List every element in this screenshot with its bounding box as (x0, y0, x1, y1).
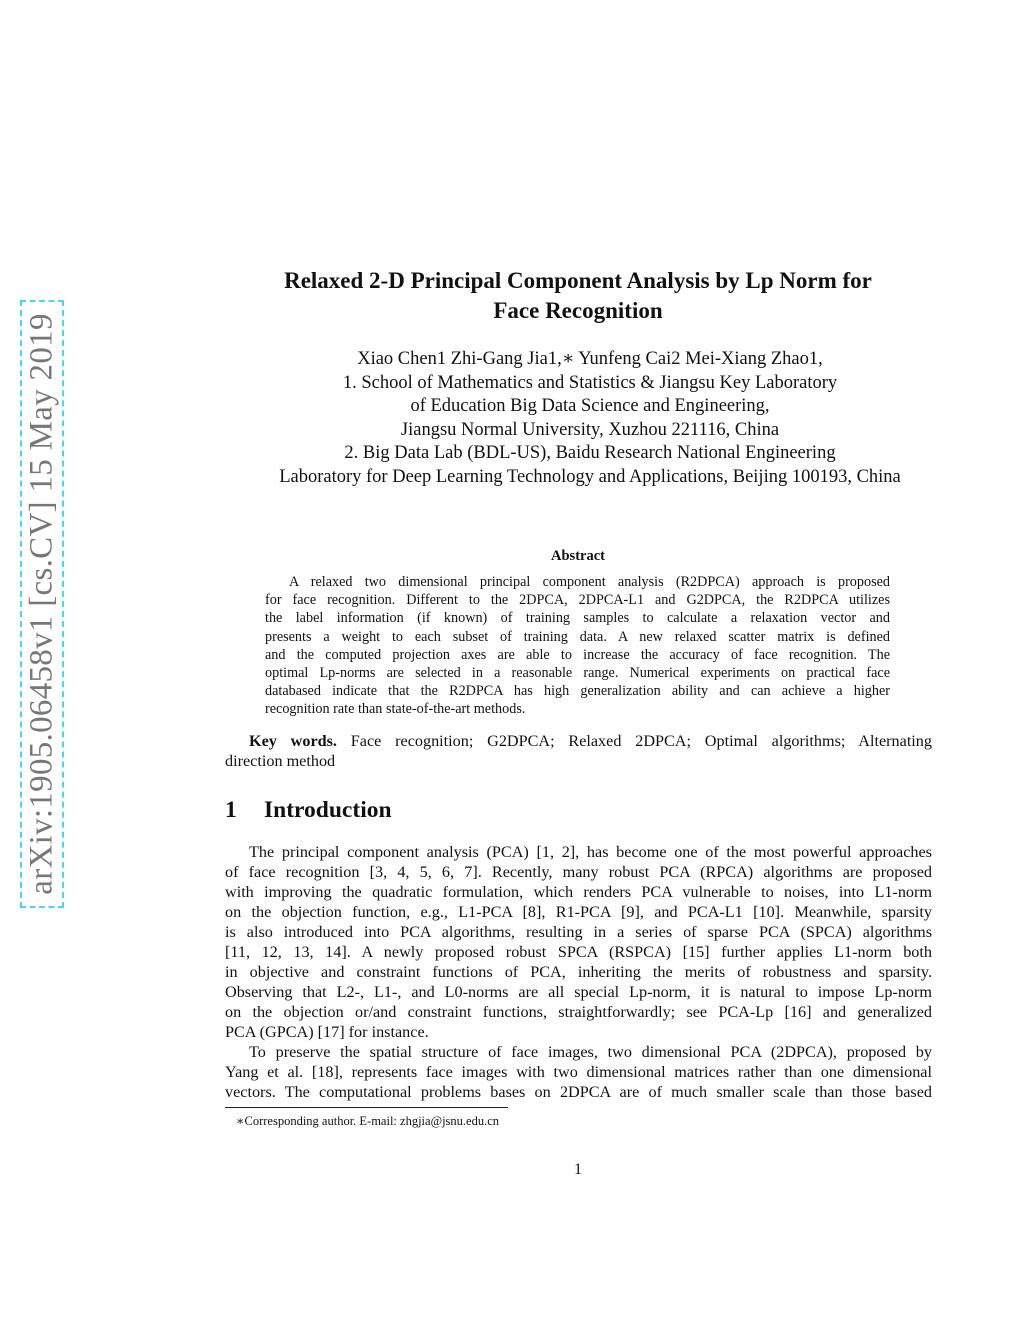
abstract-line: databased indicate that the R2DPCA has high generalization ability and can achieve a higher (265, 683, 890, 700)
body-line: of face recognition [3, 4, 5, 6, 7]. Recently, many robust PCA (RPCA) algorithms are proposed (225, 863, 932, 881)
abstract-line: optimal Lp-norms are selected in a reasonable range. Numerical experiments on practical face (265, 665, 890, 682)
body-line: on the objection function, e.g., L1-PCA [8], R1-PCA [9], and PCA-L1 [10]. Meanwhile, sparsity (225, 903, 932, 921)
author-names: Xiao Chen1 Zhi-Gang Jia1,∗ Yunfeng Cai2 Mei-Xiang Zhao1, (357, 349, 823, 369)
arxiv-stamp-text: arXiv:1905.06458v1 [cs.CV] 15 May 2019 (23, 313, 60, 895)
body-line: with improving the quadratic formulation, which renders PCA vulnerable to noises, into L1-norm (225, 883, 932, 901)
footnote-rule (225, 1107, 508, 1108)
abstract-line: and the computed projection axes are able to increase the accuracy of face recognition. The (265, 646, 890, 663)
abstract-body (265, 573, 890, 719)
body-line: on the objection or/and constraint functions, straightforwardly; see PCA-Lp [16] and generalized (225, 1003, 932, 1021)
section-title: Introduction (264, 797, 392, 823)
page-number: 1 (574, 1161, 582, 1178)
keywords-block (225, 731, 932, 771)
affiliation-line: 2. Big Data Lab (BDL-US), Baidu Research National Engineering (344, 443, 836, 463)
author-block (222, 348, 958, 489)
introduction-body (225, 842, 932, 1102)
body-line: in objective and constraint functions of PCA, inheriting the merits of robustness and sparsity. (225, 963, 932, 981)
body-line: Observing that L2-, L1-, and L0-norms are all special Lp-norm, it is natural to impose Lp-norm (225, 983, 932, 1001)
keywords-text-cont: direction method (225, 752, 336, 770)
affiliation-line: 1. School of Mathematics and Statistics & Jiangsu Key Laboratory (342, 372, 838, 393)
abstract-line: recognition rate than state-of-the-art methods. (265, 701, 526, 718)
abstract-line: for face recognition. Different to the 2DPCA, 2DPCA-L1 and G2DPCA, the R2DPCA utilizes (265, 592, 890, 609)
keywords-text: Face recognition; G2DPCA; Relaxed 2DPCA; Optimal algorithms; Alternating (350, 732, 932, 750)
section-number: 1 (225, 797, 237, 823)
body-line: To preserve the spatial structure of face images, two dimensional PCA (2DPCA), proposed by (249, 1043, 932, 1061)
abstract-heading: Abstract (551, 548, 605, 564)
body-line: PCA (GPCA) [17] for instance. (225, 1023, 429, 1041)
title-line-2: Face Recognition (493, 298, 663, 323)
section-heading (225, 797, 392, 824)
arxiv-stamp (20, 300, 64, 908)
footnote: ∗Corresponding author. E-mail: zhgjia@jsnu.edu.cn (236, 1114, 500, 1128)
affiliation-line: Jiangsu Normal University, Xuzhou 221116, China (400, 419, 780, 440)
body-line: Yang et al. [18], represents face images with two dimensional matrices rather than one dimensional (225, 1063, 932, 1081)
affiliation-line: of Education Big Data Science and Engineering, (410, 396, 770, 416)
paper-title (222, 266, 934, 326)
body-line: is also introduced into PCA algorithms, resulting in a series of sparse PCA (SPCA) algorithms (225, 923, 932, 941)
keywords-label: Key words. (249, 732, 337, 750)
abstract-line: presents a weight to each subset of training data. A new relaxed scatter matrix is defined (265, 628, 890, 645)
affiliation-line: Laboratory for Deep Learning Technology and Applications, Beijing 100193, China (279, 466, 901, 487)
body-line: [11, 12, 13, 14]. A newly proposed robust SPCA (RSPCA) [15] further applies L1-norm both (225, 943, 932, 961)
abstract-line: A relaxed two dimensional principal component analysis (R2DPCA) approach is proposed (289, 574, 890, 590)
abstract-line: the label information (if known) of training samples to calculate a relaxation vector and (265, 610, 890, 627)
body-line: vectors. The computational problems bases on 2DPCA are of much smaller scale than those based (225, 1083, 932, 1101)
body-line: The principal component analysis (PCA) [1, 2], has become one of the most powerful approaches (249, 843, 932, 861)
title-line-1: Relaxed 2-D Principal Component Analysis by Lp Norm for (284, 268, 872, 293)
